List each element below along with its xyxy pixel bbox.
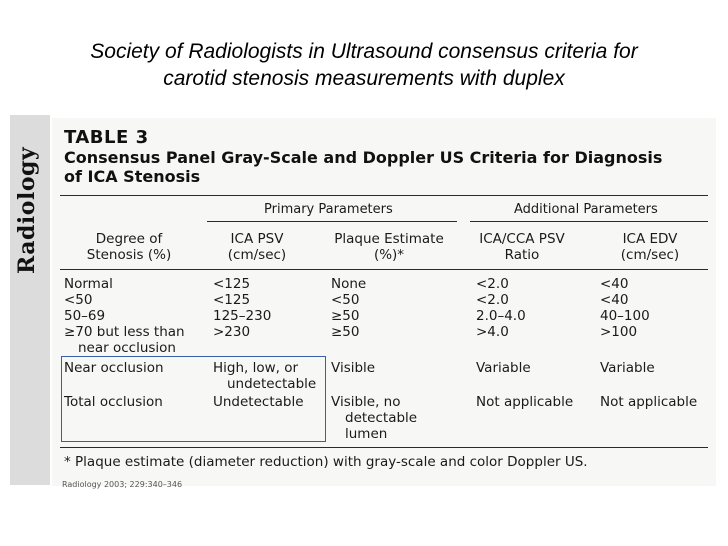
cell-edv-row-5: Variable [600, 360, 655, 376]
cell-edv-row-1: <40 [600, 276, 629, 292]
table-top-rule [60, 195, 708, 196]
cell-edv-row-3: 40–100 [600, 308, 650, 324]
table-caption [64, 148, 662, 186]
header-psv: ICA PSV (cm/sec) [227, 231, 287, 263]
cell-psv-row-1: <125 [213, 276, 251, 292]
table-bottom-rule [60, 447, 708, 448]
cell-degree-row-3: 50–69 [64, 308, 106, 324]
slide-title-line-2: carotid stenosis measurements with duplex [163, 67, 565, 90]
cell-edv-row-6: Not applicable [600, 394, 698, 410]
cell-plaque-row-2: <50 [331, 292, 360, 308]
cell-degree-row-5: Near occlusion [64, 360, 164, 376]
cell-ratio-row-3: 2.0–4.0 [476, 308, 526, 324]
cell-ratio-row-6: Not applicable [476, 394, 574, 410]
table-label: TABLE 3 [64, 127, 149, 148]
cell-psv-row-3: 125–230 [213, 308, 272, 324]
cell-ratio-row-2: <2.0 [476, 292, 509, 308]
header-ratio: ICA/CCA PSV Ratio [479, 231, 565, 263]
cell-degree-row-2: <50 [64, 292, 93, 308]
cell-psv-row-4: >230 [213, 324, 251, 340]
group-rule-additional [470, 221, 708, 222]
table-footnote: * Plaque estimate (diameter reduction) with gray-scale and color Doppler US. [64, 454, 588, 470]
cell-edv-row-2: <40 [600, 292, 629, 308]
cell-degree-row-4: ≥70 but less than near occlusion [64, 324, 185, 356]
cell-plaque-row-3: ≥50 [331, 308, 360, 324]
criteria-table [52, 118, 716, 489]
header-rule [60, 269, 708, 270]
cell-ratio-row-4: >4.0 [476, 324, 509, 340]
cell-plaque-row-1: None [331, 276, 367, 292]
table-caption-line-1: Consensus Panel Gray-Scale and Doppler US Criteria for Diagnosis [64, 148, 663, 167]
group-header-additional: Additional Parameters [514, 202, 658, 217]
header-edv: ICA EDV (cm/sec) [620, 231, 680, 263]
header-degree: Degree of Stenosis (%) [86, 231, 172, 263]
header-plaque: Plaque Estimate (%)* [334, 231, 444, 263]
journal-name: Radiology [14, 146, 40, 274]
cell-plaque-row-5: Visible [331, 360, 376, 376]
cell-edv-row-4: >100 [600, 324, 638, 340]
cell-psv-row-6: Undetectable [213, 394, 304, 410]
table-caption-line-2: of ICA Stenosis [64, 167, 201, 186]
highlight-box [61, 356, 326, 442]
group-rule-primary [207, 221, 457, 222]
cell-plaque-row-6: Visible, no detectable lumen [331, 394, 418, 442]
cell-psv-row-2: <125 [213, 292, 251, 308]
table-citation: Radiology 2003; 229:340–346 [62, 480, 183, 489]
cell-ratio-row-5: Variable [476, 360, 531, 376]
cell-psv-row-5: High, low, or undetectable [213, 360, 317, 392]
cell-degree-row-1: Normal [64, 276, 113, 292]
cell-degree-row-6: Total occlusion [64, 394, 163, 410]
cell-ratio-row-1: <2.0 [476, 276, 509, 292]
slide-title [0, 38, 728, 92]
group-header-primary: Primary Parameters [264, 202, 393, 217]
cell-plaque-row-4: ≥50 [331, 324, 360, 340]
slide-title-line-1: Society of Radiologists in Ultrasound consensus criteria for [90, 40, 638, 63]
